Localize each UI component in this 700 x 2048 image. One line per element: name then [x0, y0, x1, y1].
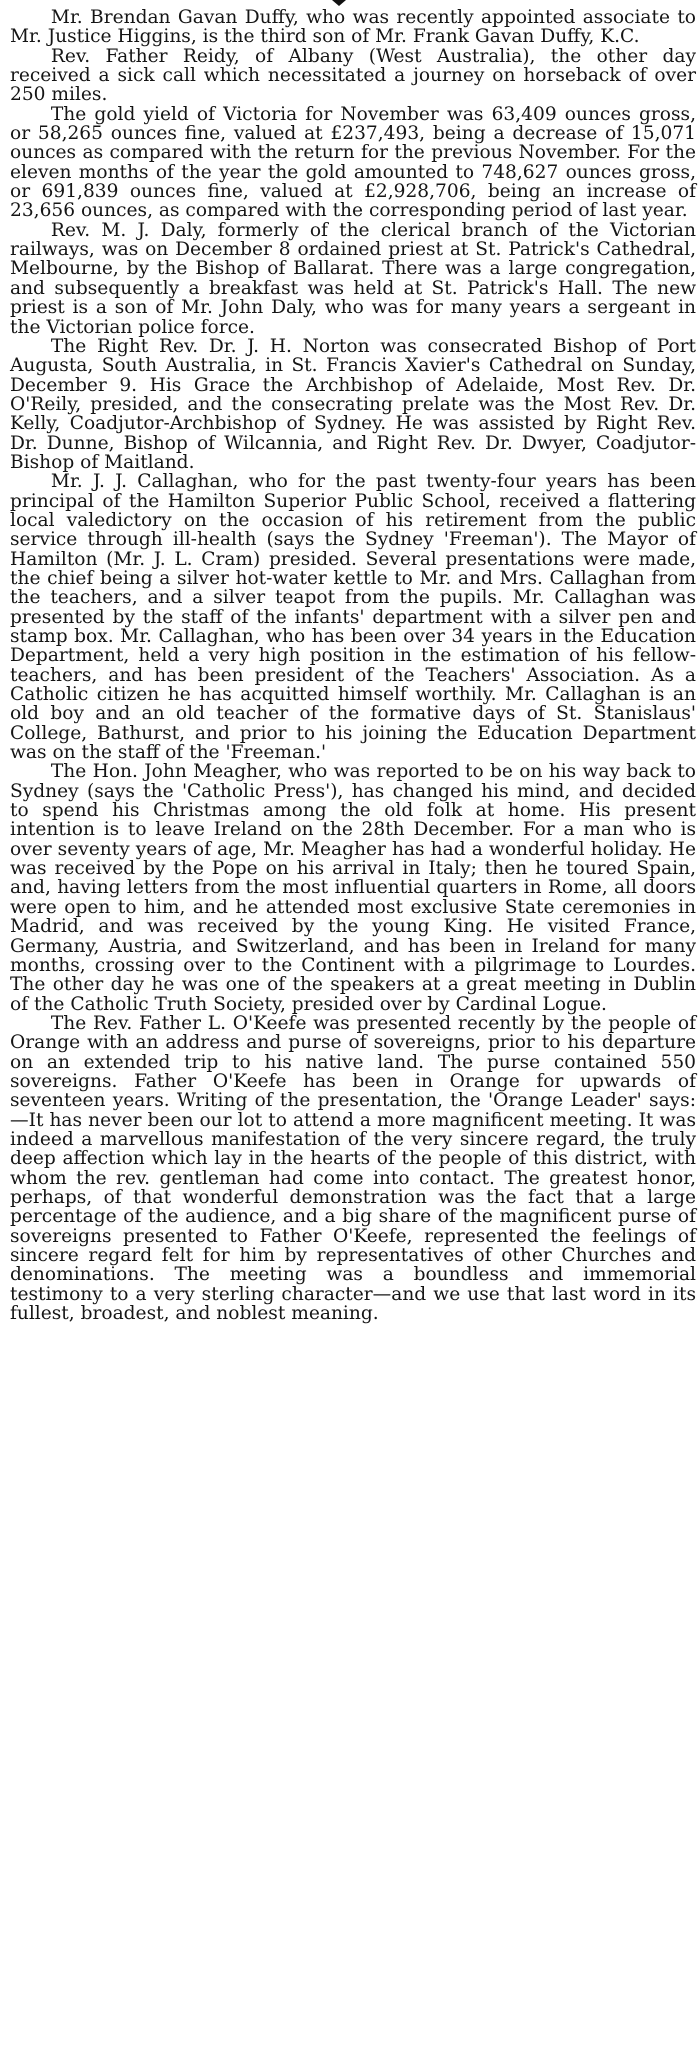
paragraph-duffy: Mr. Brendan Gavan Duffy, who was recently appointed associate to Mr. Justice Higgins, is the third son of Mr. Frank Gavan Duffy, K.C. — [10, 7, 696, 48]
paragraph-reidy: Rev. Father Reidy, of Albany (West Australia), the other day received a sick call which necessitated a journey on horseback of over 250 miles. — [10, 45, 696, 106]
article-body — [10, 8, 696, 1323]
paragraph-callaghan: Mr. J. J. Callaghan, who for the past twenty-four years has been principal of the Hamilton Superior Public School, received a flattering local valedictory on the occasion of his retirement from the public service through ill-health (says the Sydney 'Freeman'). The Mayor of Hamilton (Mr. J. L. Cram) presided. Several presentations were made, the chief being a silver hot-water kettle to Mr. and Mrs. Callaghan from the teachers, and a silver teapot from the pupils. Mr. Callaghan was presented by the staff of the infants' department with a silver pen and stamp box. Mr. Callaghan, who has been over 34 years in the Education Department, held a very high position in the estimation of his fellow-teachers, and has been president of the Teachers' Association. As a Catholic citizen he has acquitted himself worthily. Mr. Callaghan is an old boy and an old teacher of the formative days of St. Stanislaus' College, Bathurst, and prior to his joining the Education Department was on the staff of the 'Freeman.' — [10, 471, 696, 764]
paragraph-daly: Rev. M. J. Daly, formerly of the clerical branch of the Victorian railways, was on December 8 ordained priest at St. Patrick's Cathedral, Melbourne, by the Bishop of Ballarat. There was a large congregation, and subsequently a breakfast was held at St. Patrick's Hall. The new priest is a son of Mr. John Daly, who was for many years a sergeant in the Victorian police force. — [10, 219, 696, 338]
paragraph-meagher: The Hon. John Meagher, who was reported to be on his way back to Sydney (says the 'Catholic Press'), has changed his mind, and decided to spend his Christmas among the old folk at home. His present intention is to leave Ireland on the 28th December. For a man who is over seventy years of age, Mr. Meagher has had a wonderful holiday. He was received by the Pope on his arrival in Italy; then he toured Spain, and, having letters from the most influential quarters in Rome, all doors were open to him, and he attended most exclusive State ceremonies in Madrid, and was received by the young King. He visited France, Germany, Austria, and Switzerland, and has been in Ireland for many months, crossing over to the Continent with a pilgrimage to Lourdes. The other day he was one of the speakers at a great meeting in Dublin of the Catholic Truth Society, presided over by Cardinal Logue. — [10, 761, 696, 1015]
paragraph-norton: The Right Rev. Dr. J. H. Norton was consecrated Bishop of Port Augusta, South Australia, in St. Francis Xavier's Cathedral on Sunday, December 9. His Grace the Archbishop of Adelaide, Most Rev. Dr. O'Reily, presided, and the consecrating prelate was the Most Rev. Dr. Kelly, Coadjutor-Archbishop of Sydney. He was assisted by Right Rev. Dr. Dunne, Bishop of Wilcannia, and Right Rev. Dr. Dwyer, Coadjutor-Bishop of Maitland. — [10, 335, 696, 473]
paragraph-gold-yield: The gold yield of Victoria for November was 63,409 ounces gross, or 58,265 ounces fine, valued at £237,493, being a decrease of 15,071 ounces as compared with the return for the previous November. For the eleven months of the year the gold amounted to 748,627 ounces gross, or 691,839 ounces fine, valued at £2,928,706, being an increase of 23,656 ounces, as compared with the corresponding period of last year. — [10, 103, 696, 222]
paragraph-okeefe: The Rev. Father L. O'Keefe was presented recently by the people of Orange with an address and purse of sovereigns, prior to his departure on an extended trip to his native land. The purse contained 550 sovereigns. Father O'Keefe has been in Orange for upwards of seventeen years. Writing of the presentation, the 'Orange Leader' says:—It has never been our lot to attend a more magnificent meeting. It was indeed a marvellous manifestation of the very sincere regard, the truly deep affection which lay in the hearts of the people of this district, with whom the rev. gentleman had come into contact. The greatest honor, perhaps, of that wonderful demonstration was the fact that a large percentage of the audience, and a big share of the magnificent purse of sovereigns presented to Father O'Keefe, represented the feelings of sincere regard felt for him by representatives of other Churches and denominations. The meeting was a boundless and immemorial testimony to a very sterling character—and we use that last word in its fullest, broadest, and noblest meaning. — [10, 1012, 696, 1325]
